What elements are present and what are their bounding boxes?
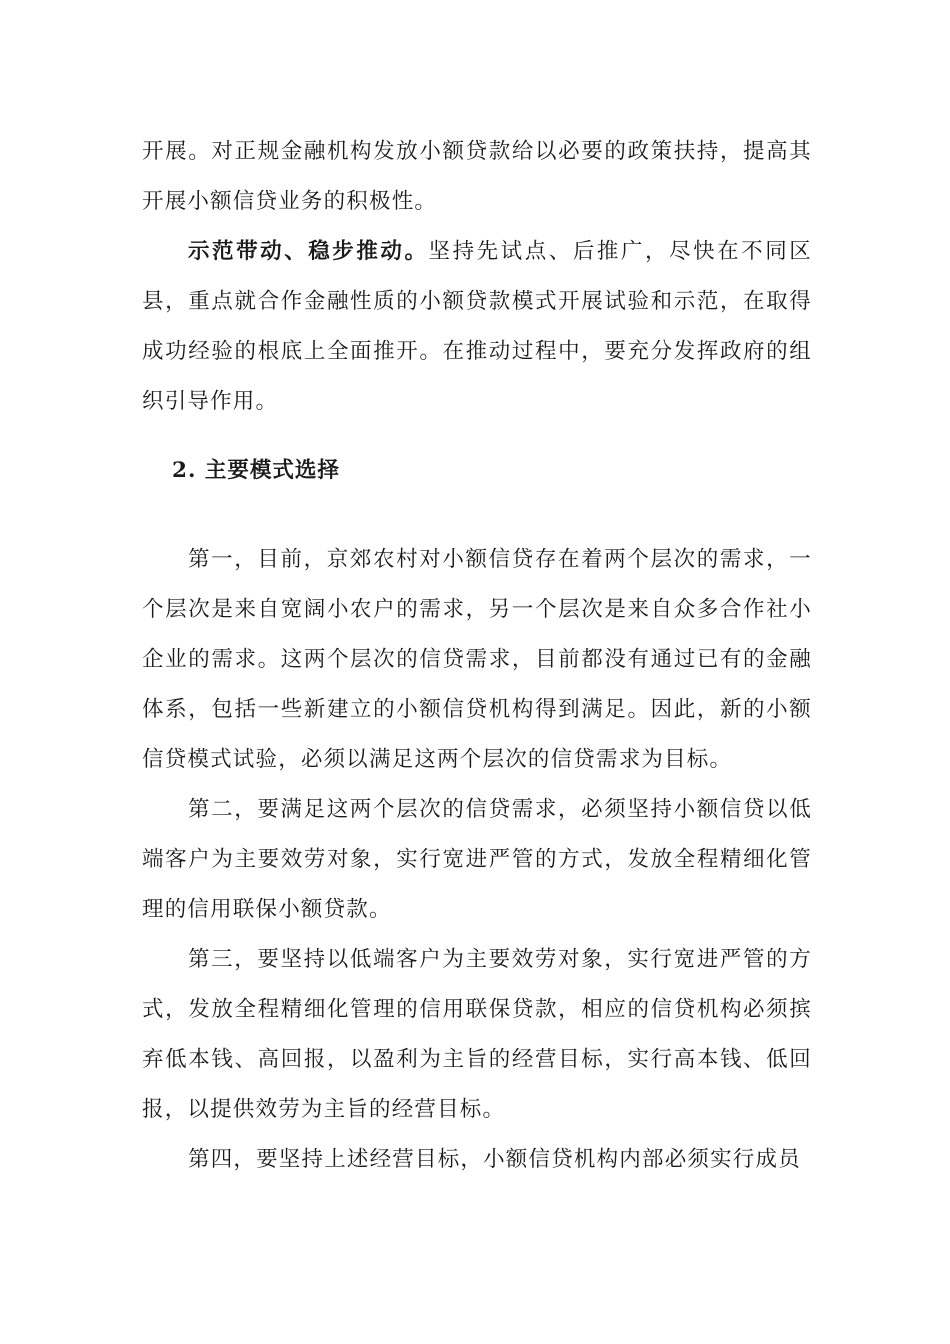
paragraph-first: 第一，目前，京郊农村对小额信贷存在着两个层次的需求，一个层次是来自宽阔小农户的需求，另一个层次是来自众多合作社小企业的需求。这两个层次的信贷需求，目前都没有通过已有的金融体系，包括一些新建立的小额信贷机构得到满足。因此，新的小额信贷模式试验，必须以满足这两个层次的信贷需求为目标。 (142, 547, 812, 772)
paragraph-lead-bold: 示范带动、稳步推动。 (188, 239, 429, 264)
paragraph-policy-support: 开展。对正规金融机构发放小额贷款给以必要的政策扶持，提高其开展小额信贷业务的积极性。 (142, 139, 812, 214)
section-heading: 2. 主要模式选择 (172, 458, 340, 483)
paragraph-demonstration (142, 227, 812, 427)
paragraph-body: 坚持先试点、后推广，尽快在不同区县，重点就合作金融性质的小额贷款模式开展试验和示范，在取得成功经验的根底上全面推开。在推动过程中，要充分发挥政府的组织引导作用。 (142, 239, 812, 414)
paragraph-fourth: 第四，要坚持上述经营目标，小额信贷机构内部必须实行成员 (188, 1147, 801, 1172)
paragraph-third: 第三，要坚持以低端客户为主要效劳对象，实行宽进严管的方式，发放全程精细化管理的信用联保贷款，相应的信贷机构必须摈弃低本钱、高回报，以盈利为主旨的经营目标，实行高本钱、低回报，以提供效劳为主旨的经营目标。 (142, 947, 812, 1122)
paragraph-second: 第二，要满足这两个层次的信贷需求，必须坚持小额信贷以低端客户为主要效劳对象，实行宽进严管的方式，发放全程精细化管理的信用联保小额贷款。 (142, 797, 812, 922)
